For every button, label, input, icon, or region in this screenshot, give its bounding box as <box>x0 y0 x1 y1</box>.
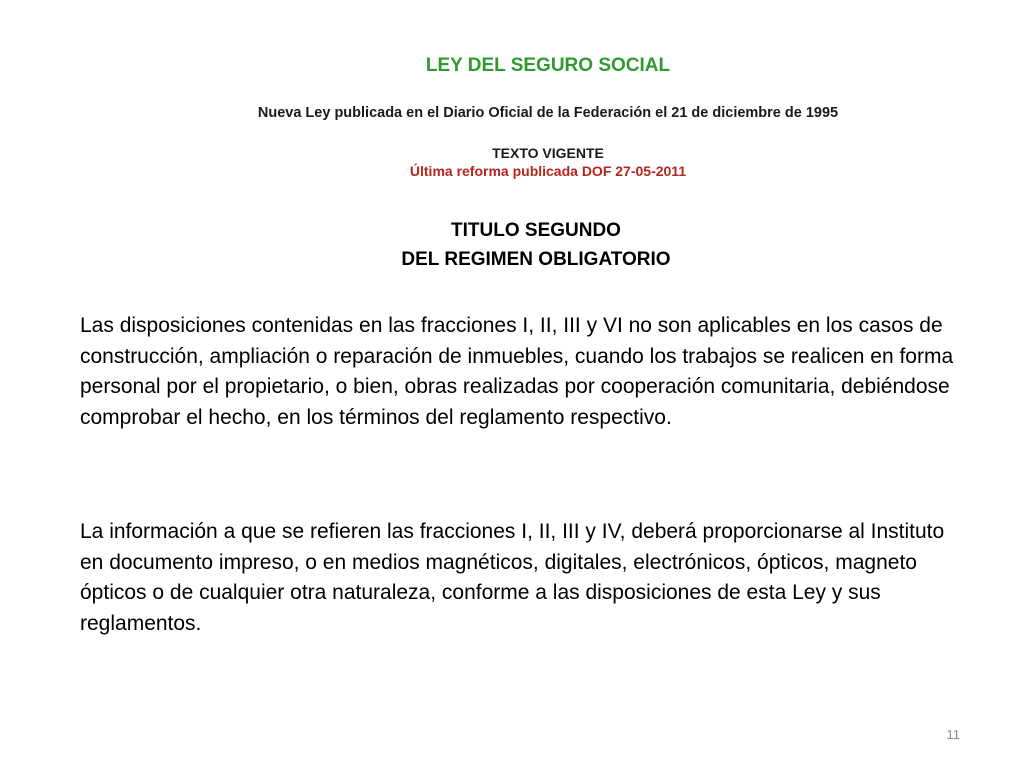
publication-line: Nueva Ley publicada en el Diario Oficial de la Federación el 21 de diciembre de 1995 <box>257 105 839 121</box>
body-paragraph-1: Las disposiciones contenidas en las fracciones I, II, III y VI no son aplicables en los casos de construcción, ampliación o reparación de inmuebles, cuando los trabajos se realicen en forma personal por el propietario, o bien, obras realizadas por cooperación comunitaria, debiéndose comprobar el hecho, en los términos del reglamento respectivo. <box>80 314 954 429</box>
page-number: 11 <box>946 727 960 742</box>
body-paragraph-2: La información a que se refieren las fracciones I, II, III y IV, deberá proporcionarse al Instituto en documento impreso, o en medios magnéticos, digitales, electrónicos, ópticos, magneto ópticos o de cualquier otra naturaleza, conforme a las disposiciones de esta Ley y sus reglamentos. <box>80 520 945 635</box>
status-label: TEXTO VIGENTE <box>492 145 604 161</box>
last-reform-label: Última reforma publicada DOF 27-05-2011 <box>409 163 687 179</box>
section-title-line-1: TITULO SEGUNDO <box>451 220 621 241</box>
section-title-line-2: DEL REGIMEN OBLIGATORIO <box>401 249 671 270</box>
section-title <box>0 216 1024 274</box>
law-title: LEY DEL SEGURO SOCIAL <box>425 55 671 76</box>
